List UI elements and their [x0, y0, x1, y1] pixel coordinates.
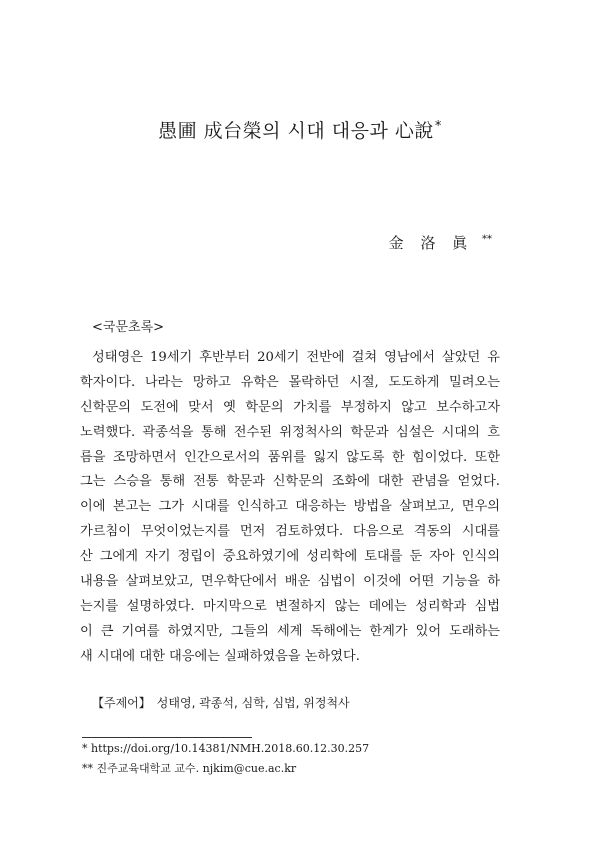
- paper-title-text: 愚圃 成台榮의 시대 대응과 心說: [158, 120, 434, 142]
- abstract-line: 름을 조망하면서 인간으로서의 품위를 잃지 않도록 한 힘이었다. 또한: [80, 449, 500, 465]
- keyword: , 심법: [265, 696, 296, 710]
- keyword: , 위정척사: [296, 696, 350, 710]
- paper-title: [0, 116, 600, 143]
- abstract-line: 산 그에게 자기 정립이 중요하였기에 성리학에 토대를 둔 자아 인식의: [80, 549, 500, 565]
- abstract-body: [80, 346, 500, 670]
- abstract-line: 노력했다. 곽종석을 통해 전수된 위정척사의 학문과 심설은 시대의 흐: [80, 424, 500, 440]
- author-footnote-mark: **: [482, 234, 492, 245]
- abstract-line: 이 큰 기여를 하였지만, 그들의 세계 독해에는 한계가 있어 도래하는: [80, 623, 500, 639]
- abstract-line: 이에 본고는 그가 시대를 인식하고 대응하는 방법을 살펴보고, 면우의: [80, 499, 500, 515]
- abstract-label: <국문초록>: [92, 320, 165, 335]
- author-line: [389, 232, 492, 253]
- author-name: 金 洛 眞: [388, 234, 474, 252]
- abstract-line: 그는 스승을 통해 전통 학문과 신학문의 조화에 대한 관념을 얻었다.: [80, 474, 500, 490]
- abstract-line: 성태영은 19세기 후반부터 20세기 전반에 걸쳐 영남에서 살았던 유: [92, 350, 500, 365]
- abstract-line: 학자이다. 나라는 망하고 유학은 몰락하던 시절, 도도하게 밀려오는: [80, 374, 500, 390]
- abstract-line: 가르침이 무엇이었는지를 먼저 검토하였다. 다음으로 격동의 시대를: [80, 524, 500, 540]
- keyword: 성태영: [156, 696, 192, 710]
- keyword: , 곽종석: [192, 696, 234, 710]
- abstract-line: 내용을 살펴보았고, 면우학단에서 배운 심법이 이것에 어떤 기능을 하: [80, 574, 500, 590]
- footnote-divider: [82, 737, 252, 738]
- footnote-doi: * https://doi.org/10.14381/NMH.2018.60.12.30.257: [82, 742, 370, 755]
- abstract-line: 신학문의 도전에 맞서 옛 학문의 가치를 부정하지 않고 보수하고자: [80, 399, 500, 415]
- title-footnote-mark: *: [434, 118, 442, 134]
- abstract-line: 새 시대에 대한 대응에는 실패하였음을 논하였다.: [80, 648, 360, 664]
- abstract-line: 는지를 설명하였다. 마지막으로 변절하지 않는 데에는 성리학과 심법: [80, 598, 500, 614]
- footnote-affiliation: ** 진주교육대학교 교수. njkim@cue.ac.kr: [82, 762, 297, 775]
- keywords-label: 【주제어】: [92, 696, 151, 710]
- keyword: , 심학: [234, 696, 265, 710]
- keywords-line: [92, 694, 350, 711]
